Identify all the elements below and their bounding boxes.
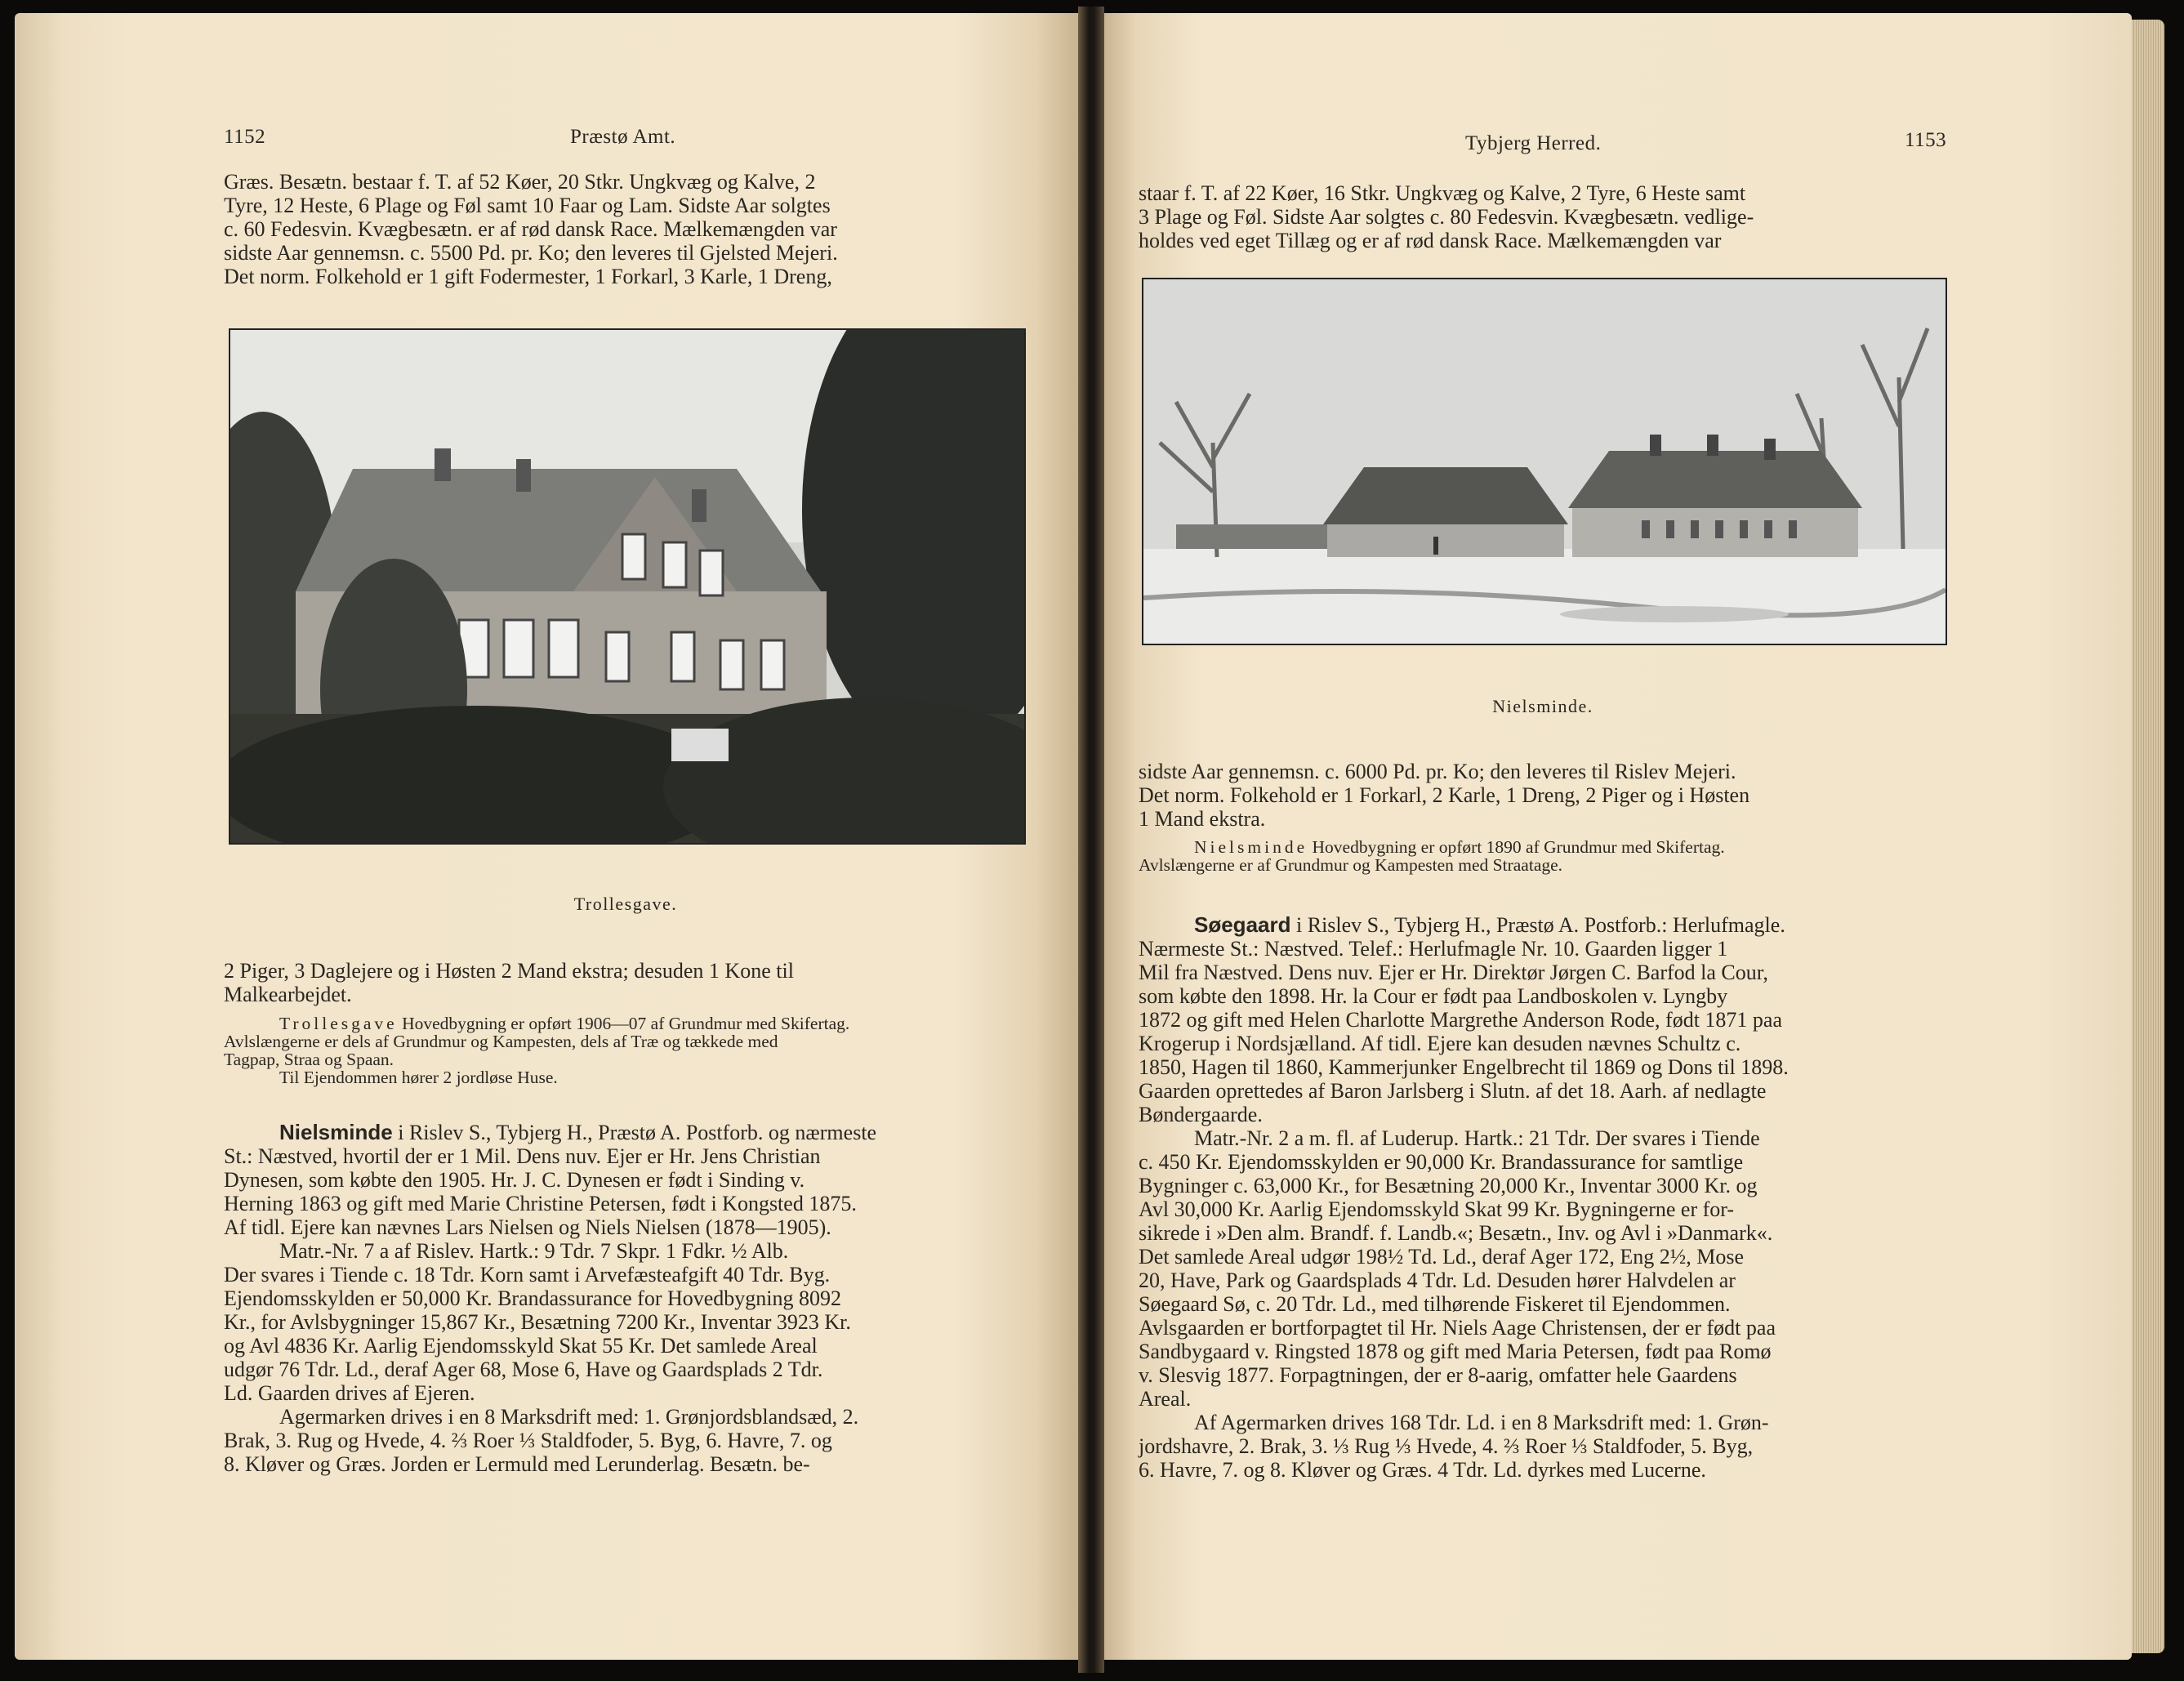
soegaard-entry	[1139, 913, 1955, 1482]
entry-line: 1850, Hagen til 1860, Kammerjunker Engelbrecht til 1869 og Dons til 1898.	[1139, 1055, 1789, 1079]
text-line: Det norm. Folkehold er 1 gift Fodermester, 1 Forkarl, 3 Karle, 1 Dreng,	[224, 265, 832, 288]
text-line: 2 Piger, 3 Daglejere og i Høsten 2 Mand ekstra; desuden 1 Kone til	[224, 959, 794, 983]
entry-line: Bøndergaarde.	[1139, 1103, 1263, 1126]
continuation-paragraph	[1139, 760, 1955, 831]
entry-line: Der svares i Tiende c. 18 Tdr. Korn samt i Arvefæsteafgift 40 Tdr. Byg.	[224, 1263, 831, 1286]
page-number: 1152	[224, 126, 266, 148]
page-number: 1153	[1905, 129, 1947, 151]
entry-line: og Avl 4836 Kr. Aarlig Ejendomsskyld Skat 55 Kr. Det samlede Areal	[224, 1334, 818, 1358]
text-line: holdes ved eget Tillæg og er af rød dansk Race. Mælkemængden var	[1139, 229, 1722, 252]
text-line: Det norm. Folkehold er 1 Forkarl, 2 Karle, 1 Dreng, 2 Piger og i Høsten	[1139, 783, 1750, 807]
photo-caption: Trollesgave.	[573, 894, 678, 914]
entry-line: c. 450 Kr. Ejendomsskylden er 90,000 Kr. Brandassurance for samtlige	[1139, 1150, 1744, 1174]
photo-caption: Nielsminde.	[1492, 696, 1593, 716]
entry-line: sikrede i »Den alm. Brandf. f. Landb.«; Besætn., Inv. og Avl i »Danmark«.	[1139, 1221, 1773, 1245]
left-page	[15, 13, 1078, 1660]
entry-title: Nielsminde	[279, 1120, 393, 1144]
entry-line: udgør 76 Tdr. Ld., deraf Ager 68, Mose 6, Have og Gaardsplads 2 Tdr.	[224, 1358, 823, 1381]
book-gutter	[1078, 7, 1104, 1673]
entry-line: Søegaard Sø, c. 20 Tdr. Ld., med tilhørende Fiskeret til Ejendommen.	[1139, 1292, 1731, 1316]
entry-line: Det samlede Areal udgør 198½ Td. Ld., deraf Ager 172, Eng 2½, Mose	[1139, 1245, 1745, 1269]
note-line: Avlslængerne er af Grundmur og Kampesten med Straatage.	[1139, 855, 1563, 875]
entry-title: Søegaard	[1194, 912, 1291, 937]
entry-line: Af Agermarken drives 168 Tdr. Ld. i en 8 Marksdrift med: 1. Grøn-	[1194, 1411, 1769, 1434]
entry-line: Dynesen, som købte den 1905. Hr. J. C. Dynesen er født i Sinding v.	[224, 1168, 805, 1192]
entry-line: i Rislev S., Tybjerg H., Præstø A. Postforb.: Herlufmagle.	[1290, 913, 1785, 937]
entry-line: 6. Havre, 7. og 8. Kløver og Græs. 4 Tdr. Ld. dyrkes med Lucerne.	[1139, 1458, 1706, 1482]
entry-line: Nærmeste St.: Næstved. Telef.: Herlufmagle Nr. 10. Gaarden ligger 1	[1139, 937, 1728, 961]
entry-line: 20, Have, Park og Gaardsplads 4 Tdr. Ld. Desuden hører Halvdelen ar	[1139, 1269, 1736, 1292]
note-line: Avlslængerne er dels af Grundmur og Kampesten, dels af Træ og tækkede med	[224, 1032, 778, 1051]
entry-line: Avlsgaarden er bortforpagtet til Hr. Niels Aage Christensen, der er født paa	[1139, 1316, 1776, 1340]
note-line: Til Ejendommen hører 2 jordløse Huse.	[279, 1068, 558, 1087]
running-head: Tybjerg Herred.	[1465, 132, 1602, 154]
entry-line: 8. Kløver og Græs. Jorden er Lermuld med Lerunderlag. Besætn. be-	[224, 1452, 810, 1476]
nielsminde-photo	[1142, 278, 1947, 645]
text-line: 1 Mand ekstra.	[1139, 807, 1266, 831]
entry-line: Brak, 3. Rug og Hvede, 4. ⅔ Roer ⅓ Staldfoder, 5. Byg, 6. Havre, 7. og	[224, 1429, 832, 1452]
note-line: Hovedbygning er opført 1906—07 af Grundmur med Skifertag.	[397, 1014, 850, 1033]
continuation-paragraph	[224, 959, 1049, 1006]
building-note	[224, 1014, 1049, 1086]
entry-line: Sandbygaard v. Ringsted 1878 og gift med Maria Petersen, født paa Romø	[1139, 1340, 1772, 1363]
entry-line: 1872 og gift med Helen Charlotte Margrethe Anderson Rode, født 1871 paa	[1139, 1008, 1783, 1032]
entry-line: Ld. Gaarden drives af Ejeren.	[224, 1381, 475, 1405]
entry-line: i Rislev S., Tybjerg H., Præstø A. Postforb. og nærmeste	[392, 1121, 877, 1144]
entry-line: St.: Næstved, hvortil der er 1 Mil. Dens nuv. Ejer er Hr. Jens Christian	[224, 1144, 821, 1168]
entry-line: Herning 1863 og gift med Marie Christine Petersen, født i Kongsted 1875.	[224, 1192, 857, 1215]
trollesgave-photo	[229, 328, 1026, 845]
entry-line: Kr., for Avlsbygninger 15,867 Kr., Besætning 7200 Kr., Inventar 3923 Kr.	[224, 1310, 851, 1334]
entry-line: Af tidl. Ejere kan nævnes Lars Nielsen og Niels Nielsen (1878—1905).	[224, 1215, 831, 1239]
entry-line: Matr.-Nr. 7 a af Rislev. Hartk.: 9 Tdr. 7 Skpr. 1 Fdkr. ½ Alb.	[279, 1239, 789, 1263]
nielsminde-entry	[224, 1121, 1049, 1476]
entry-line: Gaarden oprettedes af Baron Jarlsberg i Slutn. af det 18. Aarh. af nedlagte	[1139, 1079, 1767, 1103]
text-line: Malkearbejdet.	[224, 983, 352, 1006]
entry-line: Agermarken drives i en 8 Marksdrift med: 1. Grønjordsblandsæd, 2.	[279, 1405, 859, 1429]
text-line: Tyre, 12 Heste, 6 Plage og Føl samt 10 Faar og Lam. Sidste Aar solgtes	[224, 194, 831, 217]
running-head: Præstø Amt.	[570, 126, 676, 148]
text-line: 3 Plage og Føl. Sidste Aar solgtes c. 80 Fedesvin. Kvægbesætn. vedlige-	[1139, 205, 1754, 229]
entry-line: jordshavre, 2. Brak, 3. ⅓ Rug ⅓ Hvede, 4. ⅔ Roer ⅓ Staldfoder, 5. Byg,	[1139, 1434, 1754, 1458]
entry-line: Avl 30,000 Kr. Aarlig Ejendomsskyld Skat 99 Kr. Bygningerne er for-	[1139, 1197, 1735, 1221]
right-page	[1104, 13, 2132, 1660]
top-paragraph	[1139, 181, 1955, 252]
note-line: Hovedbygning er opført 1890 af Grundmur med Skifertag.	[1308, 837, 1725, 857]
text-line: staar f. T. af 22 Køer, 16 Stkr. Ungkvæg og Kalve, 2 Tyre, 6 Heste samt	[1139, 181, 1746, 205]
entry-line: Matr.-Nr. 2 a m. fl. af Luderup. Hartk.: 21 Tdr. Der svares i Tiende	[1194, 1126, 1760, 1150]
entry-line: Areal.	[1139, 1387, 1192, 1411]
entry-line: Bygninger c. 63,000 Kr., for Besætning 20,000 Kr., Inventar 3000 Kr. og	[1139, 1174, 1758, 1197]
text-line: c. 60 Fedesvin. Kvægbesætn. er af rød dansk Race. Mælkemængden var	[224, 217, 837, 241]
note-farm-name: Trollesgave	[279, 1014, 398, 1033]
entry-line: som købte den 1898. Hr. la Cour er født paa Landboskolen v. Lyngby	[1139, 984, 1728, 1008]
building-note	[1139, 838, 1955, 874]
entry-line: Ejendomsskylden er 50,000 Kr. Brandassurance for Hovedbygning 8092	[224, 1286, 842, 1310]
note-farm-name: Nielsminde	[1194, 837, 1308, 857]
text-line: sidste Aar gennemsn. c. 6000 Pd. pr. Ko; den leveres til Rislev Mejeri.	[1139, 760, 1736, 783]
top-paragraph	[224, 170, 1049, 288]
note-line: Tagpap, Straa og Spaan.	[224, 1050, 394, 1069]
entry-line: Mil fra Næstved. Dens nuv. Ejer er Hr. Direktør Jørgen C. Barfod la Cour,	[1139, 961, 1768, 984]
page-edges	[2132, 20, 2164, 1653]
text-line: sidste Aar gennemsn. c. 5500 Pd. pr. Ko; den leveres til Gjelsted Mejeri.	[224, 241, 838, 265]
entry-line: v. Slesvig 1877. Forpagtningen, der er 8-aarig, omfatter hele Gaardens	[1139, 1363, 1737, 1387]
entry-line: Krogerup i Nordsjælland. Af tidl. Ejere kan desuden nævnes Schultz c.	[1139, 1032, 1741, 1055]
text-line: Græs. Besætn. bestaar f. T. af 52 Køer, 20 Stkr. Ungkvæg og Kalve, 2	[224, 170, 816, 194]
